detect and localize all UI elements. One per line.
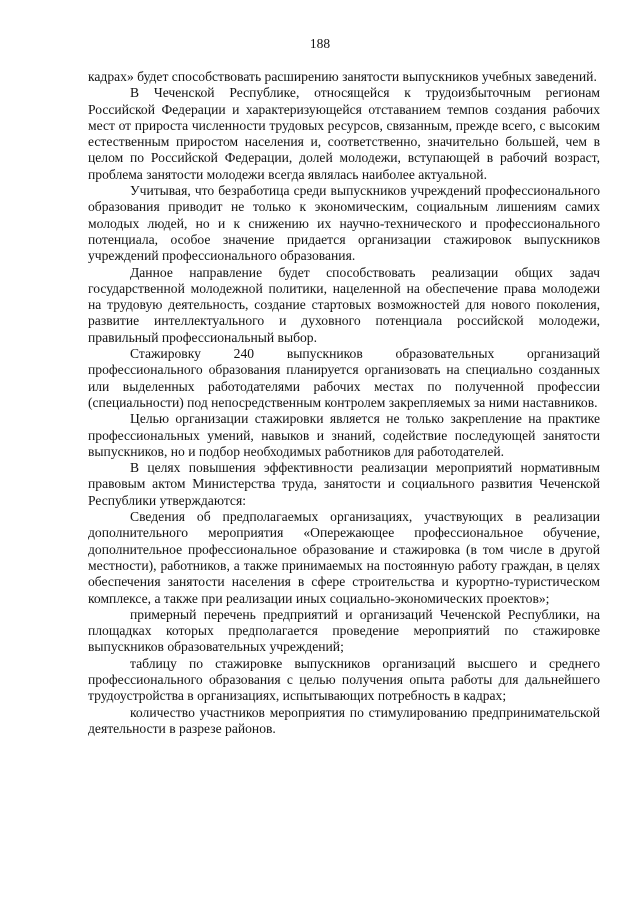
paragraph: кадрах» будет способствовать расширению занятости выпускников учебных заведений. <box>88 69 597 84</box>
paragraph: Данное направление будет способствовать реализации общих задач государственной молодежной политики, нацеленной на обеспечение права молодежи на трудовую деятельность, создание стартовых возможностей для нового поколения, развитие интеллектуального и духовного потенциала российской молодежи, правильный профессиональный выбор. <box>88 264 600 345</box>
paragraph: количество участников мероприятия по стимулированию предпринимательской деятельности в разрезе районов. <box>88 704 600 736</box>
paragraph: Стажировку 240 выпускников образовательных организаций профессионального образования планируется организовать на специально созданных или выделенных работодателями рабочих местах по полученной профессии (специальности) под непосредственным контролем закрепляемых за ними наставников. <box>88 346 600 410</box>
page-number: 188 <box>309 36 331 51</box>
paragraph: Целью организации стажировки является не только закрепление на практике профессиональных умений, навыков и знаний, содействие последующей занятости выпускников, но и подбор необходимых работников для работодателей. <box>88 411 600 459</box>
paragraph: таблицу по стажировке выпускников организаций высшего и среднего профессионального образования с целью получения опыта работы для дальнейшего трудоустройства в организациях, испытывающих потребность в кадрах; <box>88 655 600 704</box>
paragraph: В Чеченской Республике, относящейся к трудоизбыточным регионам Российской Федерации и характеризующейся отставанием темпов создания рабочих мест от прироста численности трудовых ресурсов, связанным, прежде всего, с высоким естественным приростом населения и, соответственно, значительно большей, чем в целом по Российской Федерации, долей молодежи, вступающей в рабочий возраст, проблема занятости молодежи всегда являлась наиболее актуальной. <box>88 85 600 182</box>
paragraph: примерный перечень предприятий и организаций Чеченской Республики, на площадках которых предполагается проведение мероприятий по стажировке выпускников образовательных учреждений; <box>88 606 600 655</box>
paragraph: Сведения об предполагаемых организациях, участвующих в реализации дополнительного мероприятия «Опережающее профессиональное обучение, дополнительное профессиональное образование и стажировка (в том числе в другой местности), работников, а также принимаемых на постоянную работу граждан, в целях обеспечения занятости населения в сфере строительства и курортно-туристическом комплексе, а также при реализации иных социально-экономических проектов»; <box>88 509 600 606</box>
paragraph: Учитывая, что безработица среди выпускников учреждений профессионального образования приводит не только к экономическим, социальным лишениям самих молодых людей, но и к снижению их научно-технического и профессионального потенциала, особое значение придается организации стажировок выпускников учреждений профессионального образования. <box>88 183 600 264</box>
paragraph: В целях повышения эффективности реализации мероприятий нормативным правовым актом Министерства труда, занятости и социального развития Чеченской Республики утверждаются: <box>88 460 600 508</box>
document-body <box>88 69 600 737</box>
